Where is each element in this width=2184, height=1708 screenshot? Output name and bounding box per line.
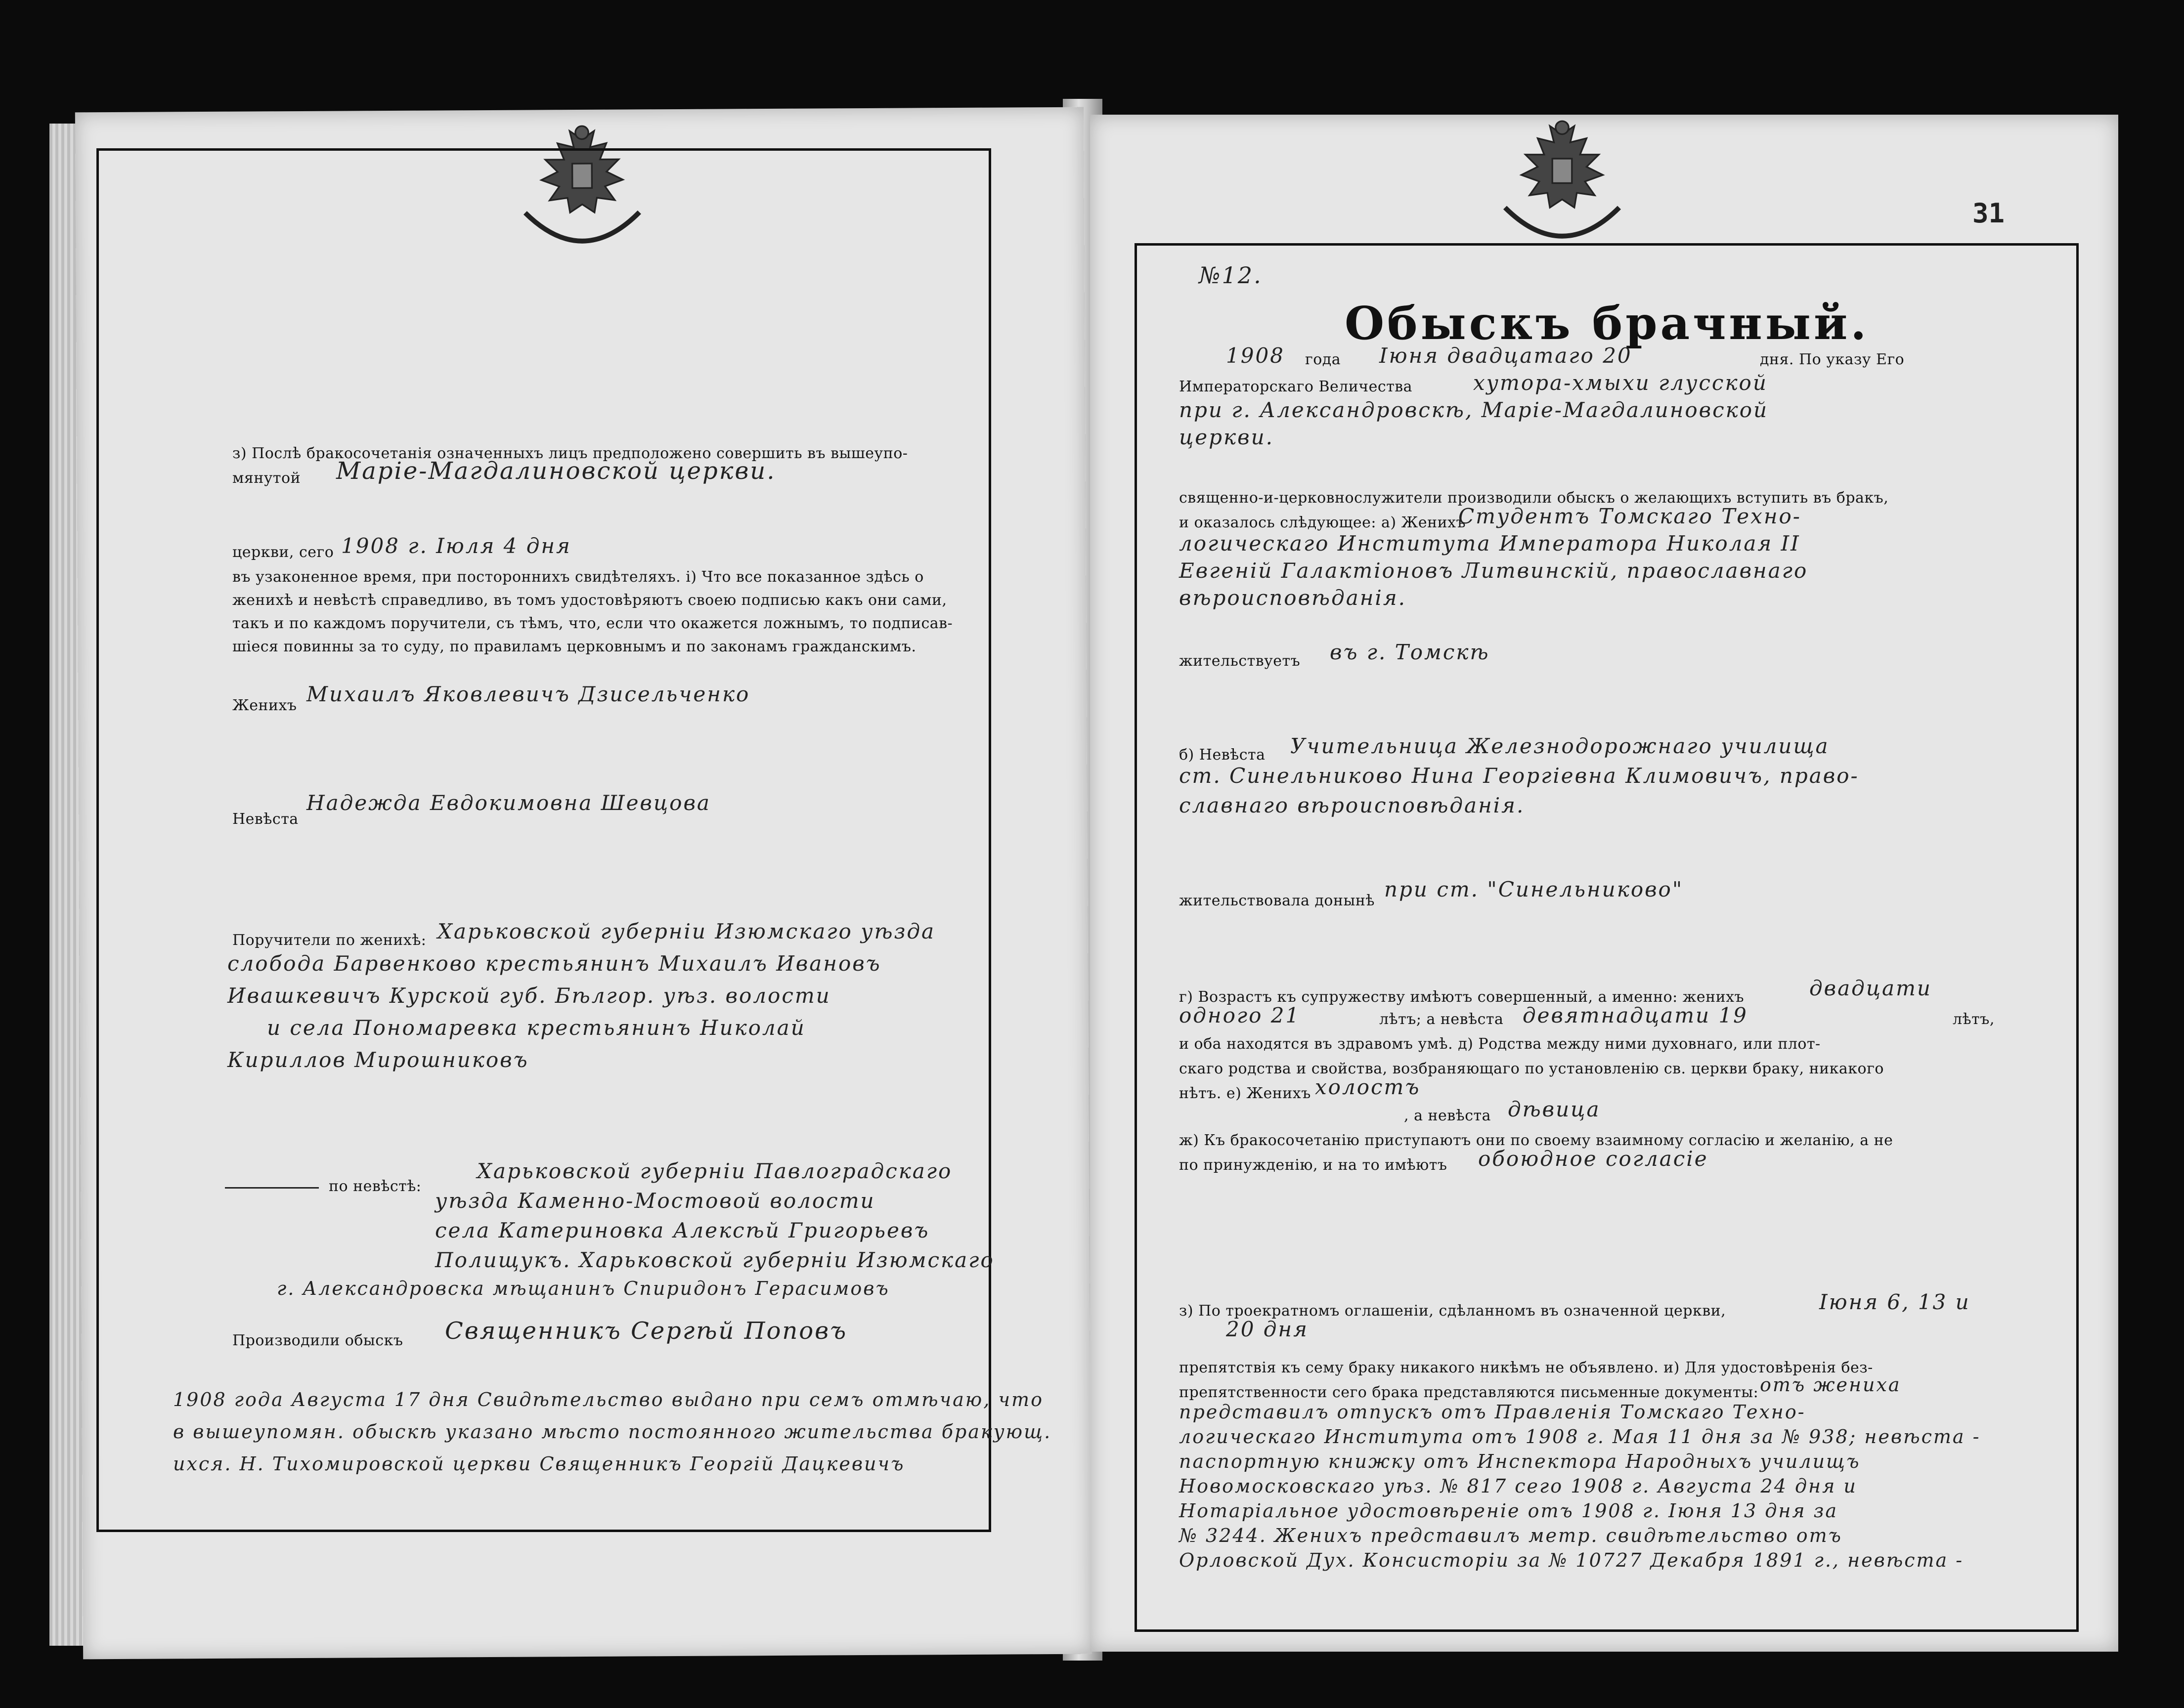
guarantor-groom-line-3: Ивашкевичъ Курской губ. Бѣлгор. уѣз. волости: [227, 983, 831, 1008]
guarantor-bride-line-5: г. Александровска мѣщанинъ Спиридонъ Герасимовъ: [277, 1278, 890, 1299]
groom-desc-line-1: Студентъ Томскаго Техно-: [1458, 504, 1801, 528]
bride-label-right: б) Невѣста: [1179, 746, 1266, 764]
age-years-label: лѣтъ,: [1953, 1011, 1995, 1028]
church-line-label: церкви, сего: [232, 544, 334, 561]
church-date-handwritten: 1908 г. Іюля 4 дня: [341, 534, 571, 558]
guarantor-bride-line-3: села Катериновка Алексѣй Григорьевъ: [435, 1218, 930, 1242]
date-year-handwritten: 1908: [1226, 343, 1285, 368]
consent-line-1: ж) Къ бракосочетанію приступаютъ они по своему взаимному согласію и желанію, а не: [1179, 1132, 1893, 1149]
search-by-label: Производили обыскъ: [232, 1332, 403, 1349]
note-line-3: ихся. Н. Тихомировской церкви Священникъ Георгій Дацкевичъ: [173, 1453, 905, 1475]
documents-line-7: № 3244. Женихъ представилъ метр. свидѣтельство отъ: [1179, 1525, 1842, 1546]
bride-signature: Надежда Евдокимовна Шевцова: [306, 791, 711, 815]
obstacle-line-2: препятственности сего брака представляются письменные документы:: [1179, 1384, 1759, 1401]
age-groom-handwritten: двадцати: [1809, 976, 1932, 1000]
banns-handwritten: Іюня 6, 13 и: [1819, 1290, 1970, 1314]
date-decree-label: дня. По указу Его: [1760, 351, 1905, 368]
date-year-label: года: [1305, 351, 1341, 368]
guarantor-groom-line-4: и села Пономаревка крестьянинъ Николай: [267, 1016, 806, 1040]
documents-line-8: Орловской Дух. Консисторіи за № 10727 Декабря 1891 г., невѣста -: [1179, 1549, 1964, 1571]
entry-number: №12.: [1199, 262, 1263, 289]
search-by-signature: Священникъ Сергѣй Поповъ: [445, 1317, 848, 1345]
bride-status-handwritten: дѣвица: [1508, 1097, 1601, 1121]
age-label: г) Возрастъ къ супружеству имѣютъ совершенный, а именно: женихъ: [1179, 988, 1745, 1006]
attest-line-1: въ узаконенное время, при постороннихъ свидѣтеляхъ. і) Что все показанное здѣсь о: [232, 568, 924, 586]
bride-label: Невѣста: [232, 811, 299, 828]
note-line-1: 1908 года Августа 17 дня Свидѣтельство выдано при семъ отмѣчаю, что: [173, 1389, 1044, 1410]
bride-desc-line-1: Учительница Железнодорожнаго училища: [1290, 734, 1830, 758]
consent-handwritten: обоюдное согласіе: [1478, 1147, 1708, 1171]
page-number: 31: [1972, 198, 2005, 229]
groom-signature: Михаилъ Яковлевичъ Дзисельченко: [306, 682, 750, 706]
date-month-handwritten: Іюня двадцатаго 20: [1379, 343, 1632, 368]
documents-line-2: представилъ отпускъ отъ Правленія Томскаго Техно-: [1179, 1401, 1806, 1423]
guarantor-bride-line-1: Харьковской губерніи Павлоградскаго: [477, 1159, 953, 1183]
groom-desc-line-2: логическаго Института Императора Николая II: [1179, 531, 1800, 555]
guarantor-bride-line-4: Полищукъ. Харьковской губерніи Изюмскаго: [435, 1248, 995, 1272]
note-line-2: в вышеупомян. обыскѣ указано мѣсто постоянного жительства бракующ.: [173, 1421, 1052, 1443]
place-line-3: церкви.: [1179, 425, 1274, 449]
imperial-line: Императорскаго Величества: [1179, 378, 1413, 395]
kinship-line-1: и оба находятся въ здравомъ умѣ. д) Родства между ними духовнаго, или плот-: [1179, 1035, 1821, 1053]
clause-z-line-1: з) Послѣ бракосочетанія означенныхъ лицъ предположено совершить въ вышеупо-: [232, 445, 908, 462]
attest-line-3: такъ и по каждомъ поручители, съ тѣмъ, что, если что окажется ложнымъ, то подписав-: [232, 615, 953, 632]
documents-line-5: Новомосковскаго уѣз. № 817 сего 1908 г. Августа 24 дня и: [1179, 1475, 1857, 1497]
bride-desc-line-3: славнаго вѣроисповѣданія.: [1179, 793, 1525, 817]
age-groom-handwritten-2: одного 21: [1179, 1003, 1301, 1027]
bride-desc-line-2: ст. Синельниково Нина Георгіевна Климовичъ, право-: [1179, 764, 1859, 788]
kinship-line-2: скаго родства и свойства, возбраняющаго по установленію св. церкви браку, никакого: [1179, 1060, 1884, 1077]
groom-desc-line-4: вѣроисповѣданія.: [1179, 586, 1407, 610]
guarantor-bride-line-2: уѣзда Каменно-Мостовой волости: [435, 1189, 875, 1213]
groom-label: Женихъ: [232, 697, 297, 714]
guarantor-groom-line-1: Харьковской губерніи Изюмскаго уѣзда: [437, 919, 936, 943]
groom-residence-handwritten: въ г. Томскѣ: [1330, 640, 1490, 664]
church-name-handwritten: Маріе-Магдалиновской церкви.: [336, 457, 776, 485]
found-label: и оказалось слѣдующее: а) Женихъ: [1179, 514, 1466, 531]
bride-residence-handwritten: при ст. "Синельниково": [1384, 877, 1684, 901]
bride-residence-label: жительствовала донынѣ: [1179, 892, 1375, 909]
groom-status-handwritten: холостъ: [1315, 1075, 1421, 1099]
document-title: Обыскъ брачный.: [1345, 297, 1870, 350]
right-page-frame: [1135, 243, 2079, 1632]
bride-status-label: , а невѣста: [1404, 1107, 1491, 1124]
guarantor-groom-line-5: Кириллов Мирошниковъ: [227, 1048, 529, 1072]
guarantors-groom-label: Поручители по женихѣ:: [232, 932, 427, 949]
place-line-2: при г. Александровскѣ, Маріе-Магдалиновской: [1179, 398, 1769, 422]
guarantor-groom-line-2: слобода Барвенково крестьянинъ Михаилъ Ивановъ: [227, 951, 881, 976]
groom-residence-label: жительствуетъ: [1179, 652, 1301, 670]
documents-line-4: паспортную книжку отъ Инспектора Народныхъ училищъ: [1179, 1451, 1861, 1472]
obstacle-line-1: препятствія къ сему браку никакого никѣмъ не объявлено. и) Для удостовѣренія без-: [1179, 1359, 1873, 1376]
clause-z-line-2: мянутой: [232, 470, 301, 487]
dash-rule: [225, 1187, 319, 1189]
documents-line-6: Нотаріальное удостовѣреніе отъ 1908 г. Іюня 13 дня за: [1179, 1500, 1838, 1522]
documents-line-3: логическаго Института отъ 1908 г. Мая 11 дня за № 938; невѣста -: [1179, 1426, 1981, 1448]
consent-line-2: по принужденію, и на то имѣютъ: [1179, 1156, 1447, 1174]
groom-desc-line-3: Евгеній Галактіоновъ Литвинскій, православнаго: [1179, 558, 1808, 583]
banns-handwritten-2: 20 дня: [1226, 1317, 1309, 1341]
age-mid-label: лѣтъ; а невѣста: [1379, 1011, 1504, 1028]
guarantors-bride-label: по невѣстѣ:: [329, 1178, 422, 1195]
attest-line-2: женихѣ и невѣстѣ справедливо, въ томъ удостовѣряютъ своею подписью какъ они сами,: [232, 592, 947, 609]
kinship-line-3: нѣтъ. е) Женихъ: [1179, 1085, 1311, 1102]
documents-line-1: отъ жениха: [1760, 1374, 1901, 1396]
age-bride-handwritten: девятнадцати 19: [1523, 1003, 1748, 1027]
banns-label: з) По троекратномъ оглашеніи, сдѣланномъ въ означенной церкви,: [1179, 1302, 1726, 1320]
place-line-1: хутора-хмыхи глусской: [1473, 371, 1768, 395]
clergy-line: священно-и-церковнослужители производили обыскъ о желающихъ вступить въ бракъ,: [1179, 489, 1889, 507]
attest-line-4: шіеся повинны за то суду, по правиламъ церковнымъ и по законамъ гражданскимъ.: [232, 638, 917, 655]
